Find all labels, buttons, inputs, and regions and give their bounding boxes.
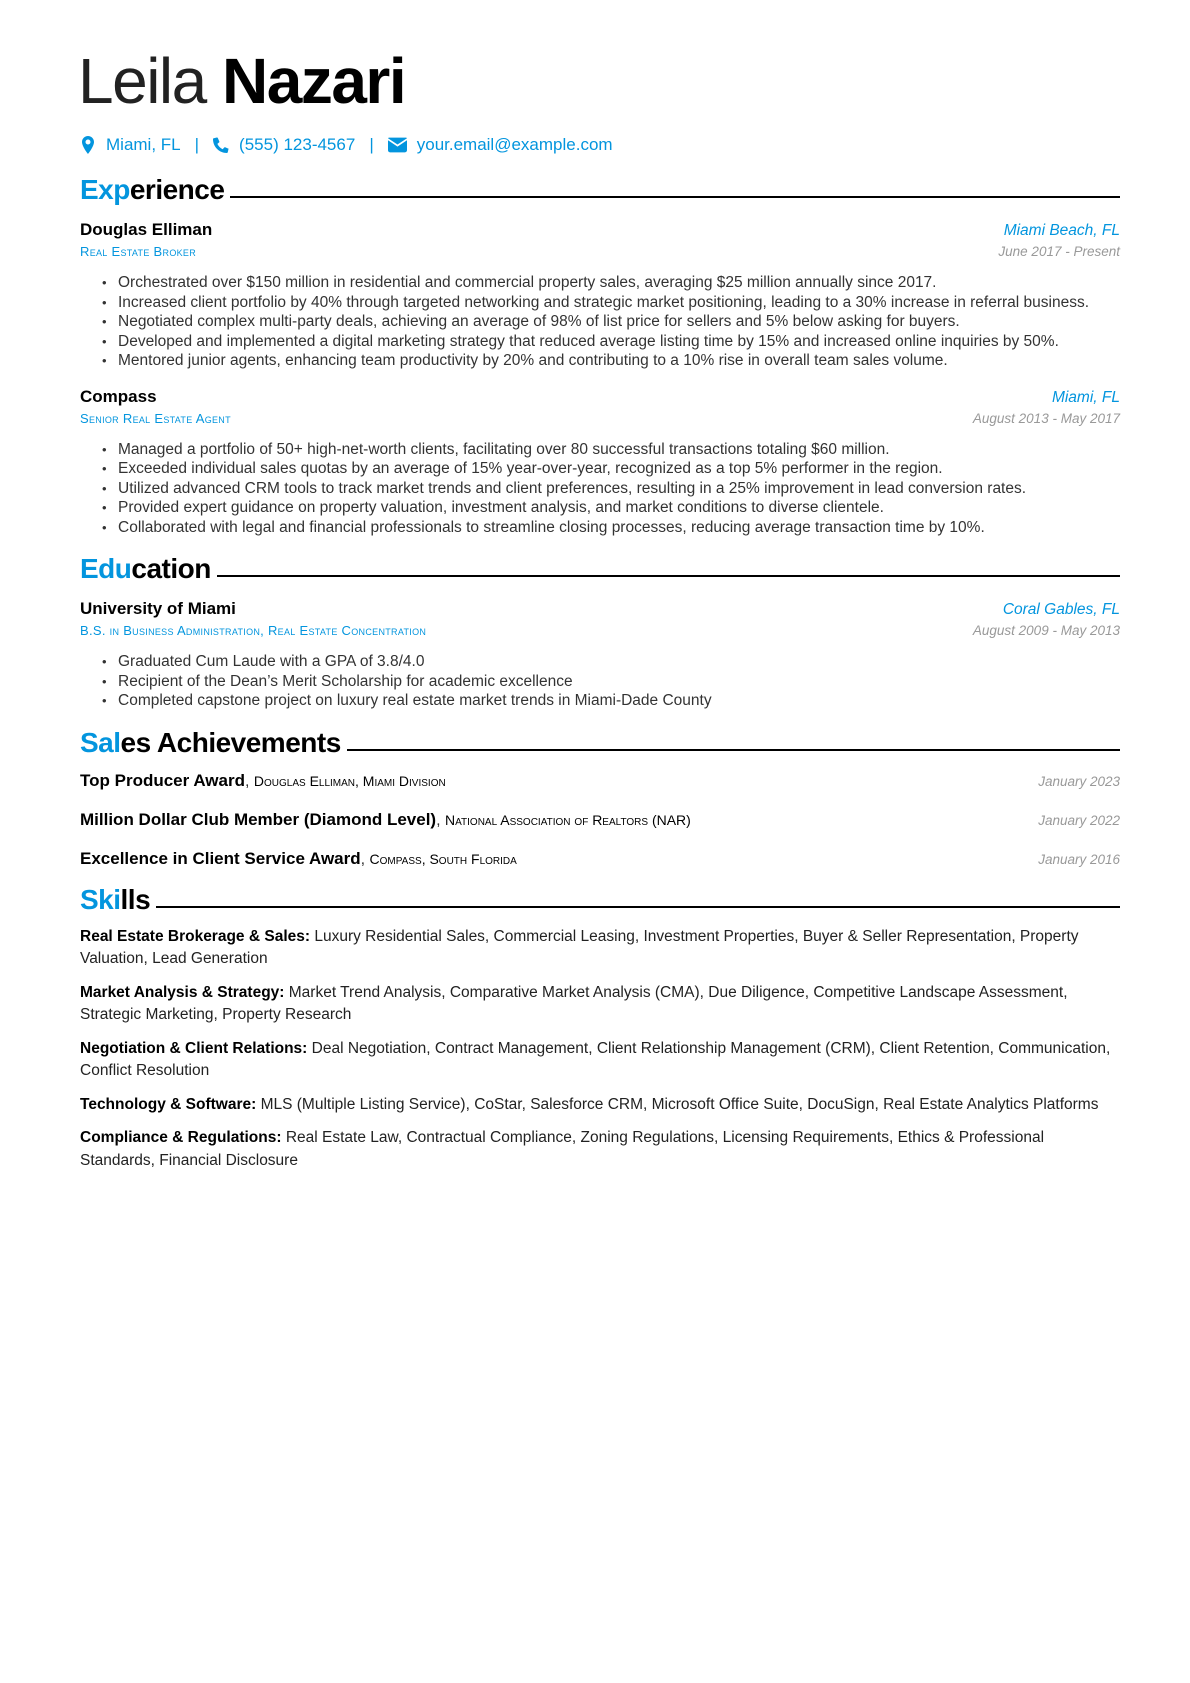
location-text: Miami, FL xyxy=(106,135,181,154)
education-heading: Education xyxy=(80,549,1120,585)
last-name: Nazari xyxy=(222,45,406,117)
bullet-item: • Completed capstone project on luxury real estate market trends in Miami-Dade County xyxy=(118,691,1120,711)
school-location: Coral Gables, FL xyxy=(1002,601,1120,618)
experience-entry xyxy=(80,220,1120,371)
phone-icon xyxy=(213,136,229,154)
bullet-item: • Managed a portfolio of 50+ high-net-worth clients, facilitating over 80 successful transactions totaling $60 million. xyxy=(118,440,1120,460)
separator: | xyxy=(194,135,200,154)
company-name: Douglas Elliman xyxy=(80,220,213,239)
award-org: Compass, South Florida xyxy=(369,850,517,867)
bullet-list xyxy=(80,652,1120,711)
bullet-item: • Provided expert guidance on property valuation, investment analysis, and market conditions to diverse clientele. xyxy=(118,498,1120,518)
bullet-item: • Recipient of the Dean’s Merit Scholarship for academic excellence xyxy=(118,672,1120,692)
skill-category: Real Estate Brokerage & Sales: xyxy=(80,927,311,945)
map-marker-icon xyxy=(80,136,96,154)
job-title: Real Estate Broker xyxy=(80,244,197,259)
bullet-list xyxy=(80,440,1120,538)
skill-group xyxy=(80,982,1120,1027)
school-name: University of Miami xyxy=(80,599,236,618)
award-title: Top Producer Award xyxy=(80,770,245,790)
achievement-item: Million Dollar Club Member (Diamond Level), National Association of Realtors (NAR) January 2022 xyxy=(80,809,1120,829)
bullet-item: • Utilized advanced CRM tools to track market trends and client preferences, resulting in a 25% improvement in lead conversion rates. xyxy=(118,479,1120,499)
skill-group xyxy=(80,926,1120,971)
bullet-item: • Increased client portfolio by 40% through targeted networking and strategic market positioning, leading to a 30% increase in referral business. xyxy=(118,293,1120,313)
experience-heading: Experience xyxy=(80,170,1120,206)
bullet-item: • Negotiated complex multi-party deals, achieving an average of 98% of list price for sellers and 5% below asking for buyers. xyxy=(118,312,1120,332)
achievement-item: Top Producer Award, Douglas Elliman, Miami Division January 2023 xyxy=(80,770,1120,790)
skill-category: Compliance & Regulations: xyxy=(80,1129,282,1146)
section-rule xyxy=(230,196,1120,198)
achievements-heading: Sales Achievements xyxy=(80,723,1120,759)
skill-list: MLS (Multiple Listing Service), CoStar, Salesforce CRM, Microsoft Office Suite, DocuSign, Real Estate Analytics Platforms xyxy=(260,1095,1099,1113)
section-rule xyxy=(156,906,1120,908)
bullet-list xyxy=(80,273,1120,371)
skill-list: Deal Negotiation, Contract Management, Client Relationship Management (CRM), Client Retention, Communication, Conflict Resolution xyxy=(80,1039,1111,1079)
skill-category: Technology & Software: xyxy=(80,1095,257,1113)
section-rule xyxy=(217,575,1120,577)
job-location: Miami Beach, FL xyxy=(1003,222,1120,239)
award-title: Million Dollar Club Member (Diamond Level) xyxy=(80,809,437,829)
award-date: January 2022 xyxy=(1038,812,1120,828)
skill-list: Real Estate Law, Contractual Compliance, Zoning Regulations, Licensing Requirements, Ethics & Professional Standards, Financial Disclosure xyxy=(80,1129,1045,1169)
job-location: Miami, FL xyxy=(1051,388,1120,406)
skill-category: Market Analysis & Strategy: xyxy=(80,983,285,1001)
award-title: Excellence in Client Service Award xyxy=(80,848,361,868)
bullet-item: • Graduated Cum Laude with a GPA of 3.8/4.0 xyxy=(118,652,1120,672)
award-org: Douglas Elliman, Miami Division xyxy=(253,772,446,789)
envelope-icon xyxy=(388,136,407,154)
bullet-item: • Collaborated with legal and financial professionals to streamline closing processes, reducing average transaction time by 10%. xyxy=(118,518,1120,538)
separator: | xyxy=(369,135,374,154)
skill-group xyxy=(80,1127,1120,1172)
phone-link[interactable]: (555) 123-4567 xyxy=(239,135,356,154)
school-dates: August 2009 - May 2013 xyxy=(972,623,1120,638)
degree: B.S. in Business Administration, Real Estate Concentration xyxy=(80,623,427,638)
award-date: January 2023 xyxy=(1038,773,1120,789)
candidate-name xyxy=(78,44,405,118)
resume-body xyxy=(80,170,1120,1172)
email-link[interactable]: your.email@example.com xyxy=(416,135,613,154)
bullet-item: • Orchestrated over $150 million in residential and commercial property sales, averaging $25 million annually since 2017. xyxy=(118,273,1120,293)
job-dates: June 2017 - Present xyxy=(998,244,1120,259)
education-entry xyxy=(80,599,1120,711)
company-name: Compass xyxy=(80,386,157,406)
job-title: Senior Real Estate Agent xyxy=(80,410,231,426)
skill-group xyxy=(80,1038,1120,1083)
job-dates: August 2013 - May 2017 xyxy=(972,410,1120,426)
section-rule xyxy=(347,749,1120,751)
award-org: National Association of Realtors (NAR) xyxy=(444,811,691,828)
first-name: Leila xyxy=(78,45,206,117)
skill-list: Luxury Residential Sales, Commercial Leasing, Investment Properties, Buyer & Seller Representation, Property Valuation, Lead Generation xyxy=(80,927,1079,967)
award-date: January 2016 xyxy=(1038,851,1120,867)
contact-bar xyxy=(80,135,613,155)
bullet-item: • Mentored junior agents, enhancing team productivity by 20% and contributing to a 10% rise in overall team sales volume. xyxy=(118,351,1120,371)
bullet-item: • Developed and implemented a digital marketing strategy that reduced average listing time by 15% and increased online inquiries by 50%. xyxy=(118,332,1120,352)
skill-list: Market Trend Analysis, Comparative Market Analysis (CMA), Due Diligence, Competitive Landscape Assessment, Strategic Marketing, Property Research xyxy=(80,983,1068,1023)
bullet-item: • Exceeded individual sales quotas by an average of 15% year-over-year, recognized as a top 5% performer in the region. xyxy=(118,459,1120,479)
achievement-item: Excellence in Client Service Award, Compass, South Florida January 2016 xyxy=(80,848,1120,868)
skill-category: Negotiation & Client Relations: xyxy=(80,1039,308,1057)
experience-entry xyxy=(80,387,1120,538)
skills-heading: Skills xyxy=(80,880,1120,916)
skill-group xyxy=(80,1094,1120,1117)
